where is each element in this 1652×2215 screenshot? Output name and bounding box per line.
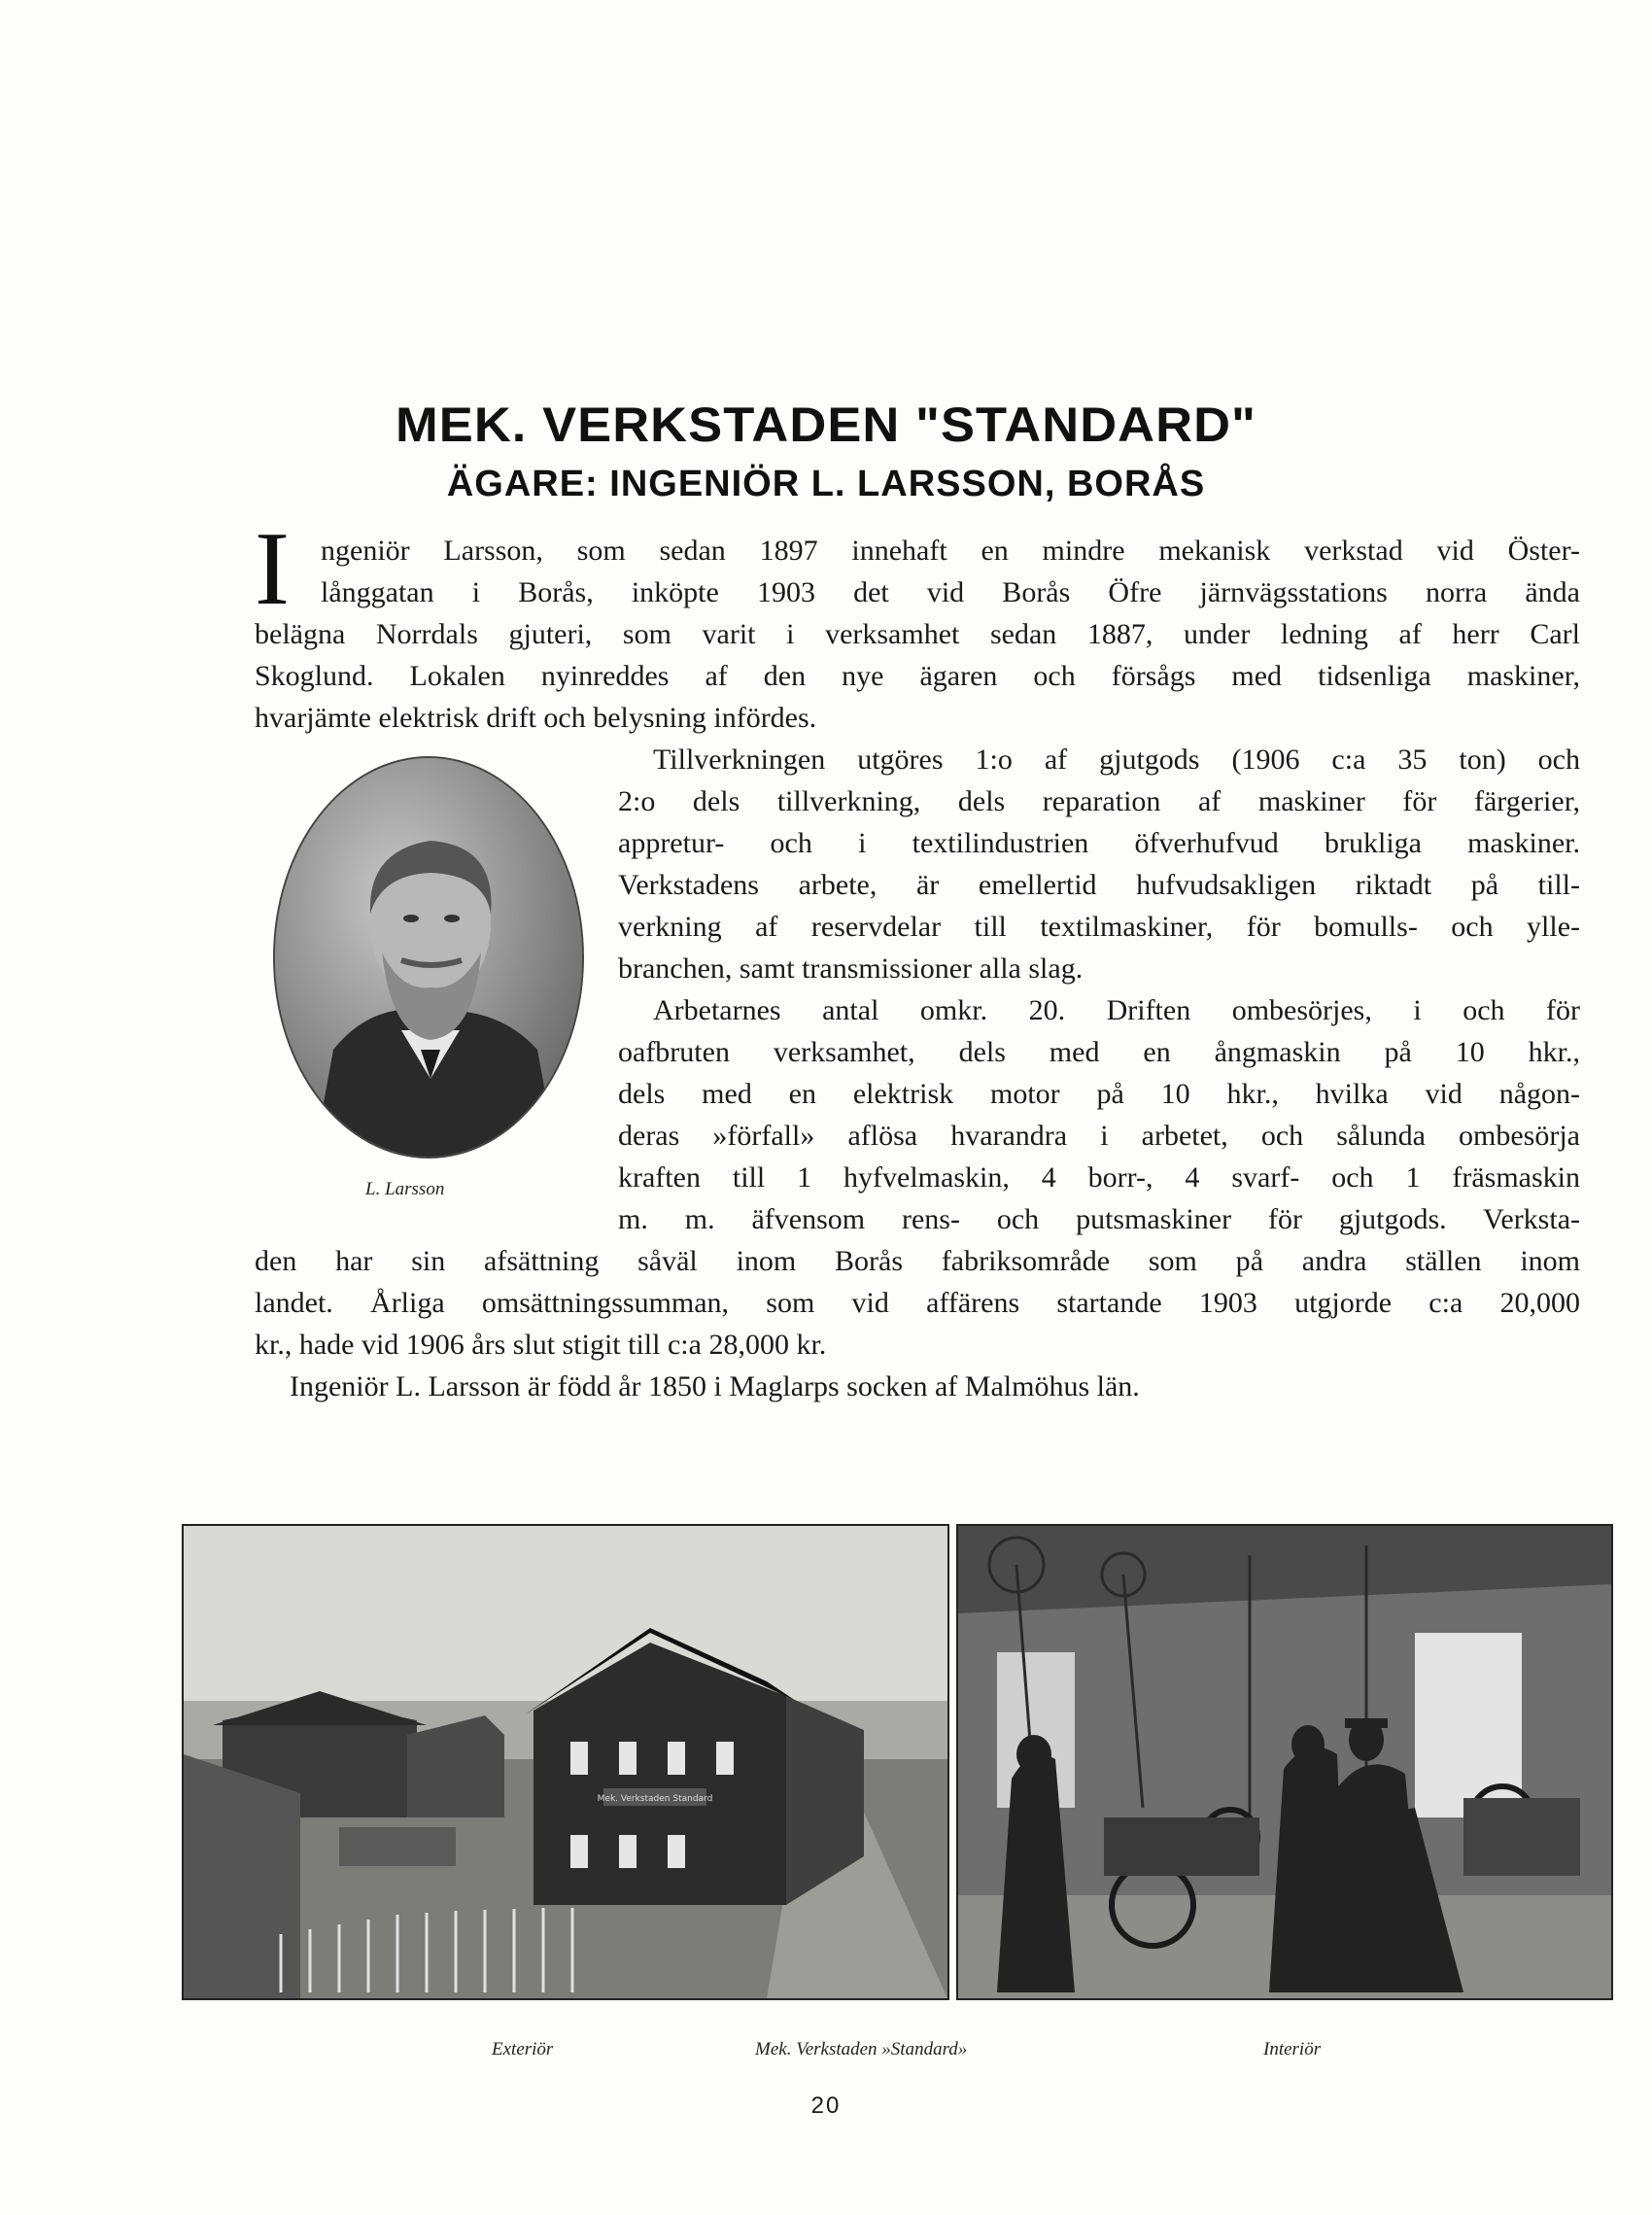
text-line: dels med en elektrisk motor på 10 hkr., hvilka vid någon- [618, 1078, 1580, 1110]
text-line: belägna Norrdals gjuteri, som varit i verksamhet sedan 1887, under ledning af herr Carl [255, 618, 1580, 650]
building-sign: Mek. Verkstaden Standard [597, 1794, 713, 1804]
text-line: Verkstadens arbete, är emellertid hufvudsakligen riktadt på till- [618, 869, 1580, 901]
page-subtitle: ÄGARE: INGENIÖR L. LARSSON, BORÅS [446, 464, 1206, 504]
exterior-photo [182, 1524, 949, 2000]
text-line: långgatan i Borås, inköpte 1903 det vid Borås Öfre järnvägsstations norra ända [321, 576, 1580, 608]
page-title: MEK. VERKSTADEN "STANDARD" [395, 398, 1257, 452]
text-line: kr., hade vid 1906 års slut stigit till c:a 28,000 kr. [255, 1329, 827, 1361]
text-line: ngeniör Larsson, som sedan 1897 innehaft en mindre mekanisk verkstad vid Öster- [321, 535, 1580, 567]
text-line: m. m. äfvensom rens- och putsmaskiner för gjutgods. Verksta- [618, 1203, 1580, 1235]
center-caption: Mek. Verkstaden »Standard» [755, 2039, 968, 2059]
portrait-photo [275, 758, 582, 1157]
interior-photo [956, 1524, 1613, 2000]
text-line: 2:o dels tillverkning, dels reparation af maskiner för färgerier, [618, 785, 1580, 817]
exterior-caption: Exteriör [492, 2039, 554, 2059]
text-line: branchen, samt transmissioner alla slag. [618, 952, 1084, 985]
drop-cap: I [255, 511, 290, 627]
text-line: appretur- och i textilindustrien öfverhufvud brukliga maskiner. [618, 827, 1580, 859]
text-line: deras »förfall» aflösa hvarandra i arbetet, och sålunda ombesörja [618, 1120, 1580, 1152]
interior-caption: Interiör [1263, 2039, 1322, 2059]
page-number: 20 [810, 2093, 842, 2119]
text-line: hvarjämte elektrisk drift och belysning infördes. [255, 702, 817, 734]
text-line: verkning af reservdelar till textilmaskiner, för bomulls- och ylle- [618, 911, 1580, 943]
text-line: Skoglund. Lokalen nyinreddes af den nye ägaren och försågs med tidsenliga maskiner, [255, 660, 1580, 692]
text-line: kraften till 1 hyfvelmaskin, 4 borr-, 4 svarf- och 1 fräsmaskin [618, 1161, 1580, 1194]
text-line: den har sin afsättning såväl inom Borås fabriksområde som på andra ställen inom [255, 1245, 1580, 1277]
text-line: landet. Årliga omsättningssumman, som vid affärens startande 1903 utgjorde c:a 20,000 [255, 1287, 1580, 1319]
text-line: Arbetarnes antal omkr. 20. Driften ombesörjes, i och för [653, 994, 1580, 1026]
text-line: Ingeniör L. Larsson är född år 1850 i Maglarps socken af Malmöhus län. [290, 1370, 1140, 1402]
text-line: oafbruten verksamhet, dels med en ångmaskin på 10 hkr., [618, 1036, 1580, 1068]
portrait-caption: L. Larsson [365, 1179, 445, 1199]
text-line: Tillverkningen utgöres 1:o af gjutgods (1906 c:a 35 ton) och [653, 744, 1580, 776]
